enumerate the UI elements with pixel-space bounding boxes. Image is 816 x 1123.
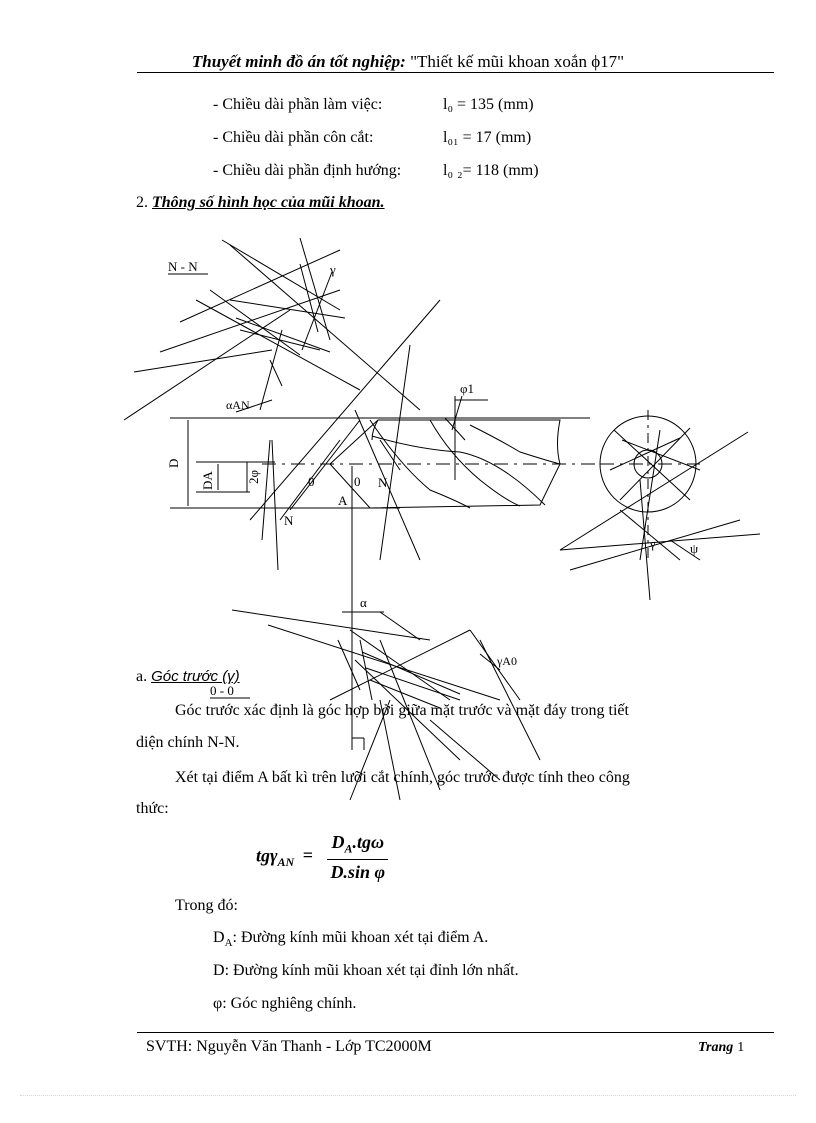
o-label-right: 0 (354, 474, 361, 489)
where-text: : Góc nghiêng chính. (222, 995, 357, 1012)
psi-label: ψ (690, 541, 699, 556)
footer-rule (137, 1032, 774, 1033)
alpha-an-label: αAN (226, 398, 250, 412)
twophi-label: 2φ (246, 469, 261, 484)
where-symbol: φ (213, 995, 223, 1012)
n-label-upper: N (378, 475, 388, 490)
section-nn-label: N - N (168, 259, 198, 274)
phi1-label: φ1 (460, 381, 475, 396)
footer-page (698, 1038, 744, 1056)
spec-label: - Chiều dài phần định hướng: (213, 162, 402, 179)
section-title: Thông số hình học của mũi khoan. (152, 194, 385, 211)
section-number: 2. (136, 194, 148, 211)
formula-numerator (327, 832, 388, 860)
where-symbol: D (213, 962, 225, 979)
d-label: D (166, 458, 181, 468)
footer-page-label: Trang (698, 1040, 734, 1055)
gamma-a0-label: γA0 (497, 654, 517, 668)
spec-value: l₀ = 135 (mm) (443, 96, 534, 113)
subsection-title: Góc trước (γ) (151, 668, 240, 685)
page-bottom-divider (20, 1095, 796, 1096)
formula-num-sub: A (344, 841, 353, 856)
where-text: : Đường kính mũi khoan xét tại điểm A. (232, 929, 489, 946)
paragraph-line: Góc trước xác định là góc hợp bởi giữa mặt trước và mặt đáy trong tiết (175, 702, 629, 719)
where-text: : Đường kính mũi khoan xét tại đỉnh lớn nhất. (224, 962, 519, 979)
where-symbol-sub: A (224, 937, 233, 950)
formula (256, 832, 388, 883)
footer-page-number: 1 (737, 1040, 745, 1055)
formula-denominator: D.sin φ (330, 861, 385, 882)
subsection-heading (136, 668, 240, 686)
formula-lhs: tgγ (256, 845, 278, 866)
gamma-label: γ (330, 262, 336, 277)
formula-lhs-sub: AN (277, 855, 295, 870)
where-item (213, 962, 519, 980)
footer-author: SVTH: Nguyễn Văn Thanh - Lớp TC2000M (146, 1038, 432, 1055)
spec-label: - Chiều dài phần làm việc: (213, 96, 383, 113)
spec-value: l₀₁ = 17 (mm) (443, 129, 532, 146)
formula-equals: = (302, 845, 313, 866)
where-item (213, 929, 488, 949)
a-point-label: A (338, 493, 348, 508)
header-lead: Thuyết minh đồ án tốt nghiệp: (191, 52, 406, 71)
paragraph-line: diện chính N-N. (136, 734, 240, 751)
where-item (213, 995, 356, 1013)
header-title: "Thiết kế mũi khoan xoắn ϕ17" (405, 52, 625, 71)
gamma-end-label: γ (650, 537, 656, 551)
formula-num-rest: .tgω (352, 832, 384, 852)
n-label-lower: N (284, 513, 294, 528)
spec-value: l₀ ₂= 118 (mm) (443, 162, 539, 179)
paragraph-line: thức: (136, 800, 169, 817)
formula-num-sym: D (331, 832, 345, 852)
da-label: DA (200, 471, 215, 490)
spec-label: - Chiều dài phần côn cắt: (213, 129, 374, 146)
alpha-label: α (360, 595, 367, 610)
formula-fraction (327, 832, 388, 883)
subsection-letter: a. (136, 668, 148, 685)
section-00-label: 0 - 0 (210, 683, 234, 698)
paragraph-line: Xét tại điểm A bất kì trên lưỡi cắt chính, góc trước được tính theo công (175, 769, 630, 786)
where-symbol: D (213, 929, 225, 946)
o-label-left: 0 (308, 474, 315, 489)
where-intro: Trong đó: (175, 897, 238, 914)
